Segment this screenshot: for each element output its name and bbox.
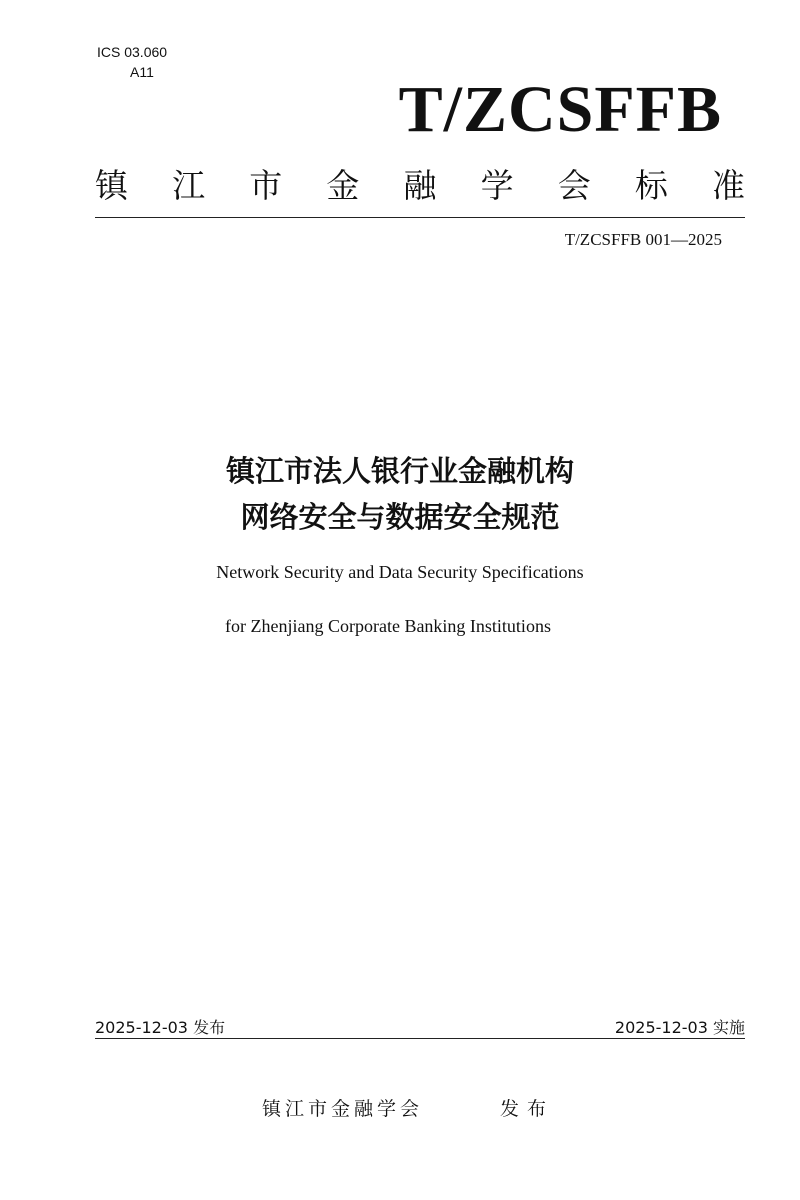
publish-label: 发布 (500, 1098, 555, 1120)
standard-name-char: 准 (712, 166, 745, 205)
standard-name-char: 标 (634, 166, 668, 205)
footer-divider (95, 1038, 745, 1039)
title-zh-line-1: 镇江市法人银行业金融机构 (225, 454, 574, 488)
standard-code-large: T/ZCSFFB (398, 73, 722, 146)
implementation-date: 2025-12-03 实施 (614, 1018, 745, 1037)
standard-name-char: 市 (249, 166, 283, 205)
ics-code: ICS 03.060 (97, 44, 168, 60)
document-title-zh (0, 448, 800, 540)
standard-name-char: 金 (326, 166, 360, 205)
title-en-line-1: Network Security and Data Security Specifications (216, 562, 584, 582)
standard-name-char: 江 (172, 166, 206, 205)
standard-number: T/ZCSFFB 001—2025 (564, 230, 722, 249)
header-divider (95, 217, 745, 218)
standard-name-char: 会 (557, 166, 591, 205)
title-en-line-2: for Zhenjiang Corporate Banking Institutions (225, 616, 551, 636)
standard-name-char: 学 (480, 166, 514, 205)
standard-name-char: 融 (403, 166, 437, 205)
publisher-name: 镇江市金融学会 (262, 1098, 424, 1120)
ics-block (97, 42, 167, 82)
standard-name-char: 镇 (95, 166, 128, 205)
release-date: 2025-12-03 发布 (95, 1018, 226, 1037)
ccs-code: A11 (130, 64, 154, 80)
standard-type-name (95, 166, 745, 206)
title-zh-line-2: 网络安全与数据安全规范 (240, 500, 560, 534)
